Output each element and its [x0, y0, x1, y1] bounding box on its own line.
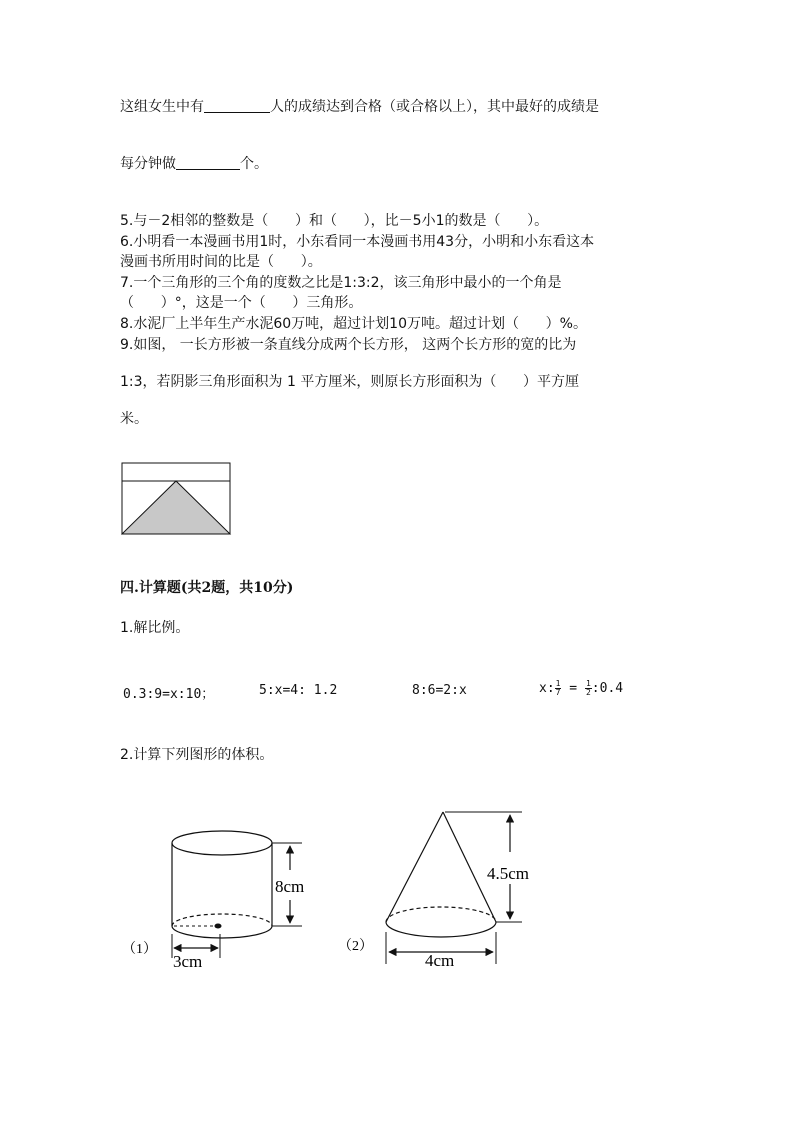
- cylinder-figure: [122, 831, 304, 971]
- question-6-line-1: 6.小明看一本漫画书用1时，小东看同一本漫画书用43分，小明和小东看这本: [120, 234, 595, 250]
- cylinder-center-dot: [215, 924, 222, 929]
- question-line: 每分钟做 个。: [120, 156, 268, 172]
- cone-base-front: [386, 922, 496, 937]
- cylinder-bottom-back: [172, 914, 272, 926]
- equation-2: 5:x=4: 1.2: [259, 683, 338, 698]
- cylinder-top: [172, 831, 272, 855]
- figure-2-label: （2）: [338, 939, 373, 954]
- question-9-line-1: 9.如图， 一长方形被一条直线分成两个长方形， 这两个长方形的宽的比为: [120, 337, 577, 353]
- equation-4: x: $\frac{1}{7}$ = $\frac{1}{2}$ :0.4: [539, 679, 624, 697]
- question-8: 8.水泥厂上半年生产水泥60万吨，超过计划10万吨。超过计划（ ）%。: [120, 316, 587, 332]
- section-title: 四.计算题(共2题，共10分): [120, 580, 294, 596]
- cylinder-height-label: 8cm: [275, 877, 305, 896]
- answer-blank: [204, 98, 270, 113]
- question-7-line-2: （ ）°，这是一个（ ）三角形。: [120, 295, 363, 311]
- question-9-line-3: 米。: [120, 411, 148, 427]
- question-5: 5.与－2相邻的整数是（ ）和（ ），比－5小1的数是（ ）。: [120, 213, 549, 229]
- question-2-title: 2.计算下列图形的体积。: [120, 747, 274, 763]
- equation-3: 8:6=2:x: [412, 683, 467, 698]
- question-line: 这组女生中有 人的成绩达到合格（或合格以上），其中最好的成绩是: [120, 99, 599, 115]
- question-6-line-2: 漫画书所用时间的比是（ ）。: [120, 254, 322, 270]
- cone-base-back: [386, 907, 496, 922]
- question-1-title: 1.解比例。: [120, 620, 190, 636]
- figure-1-label: （1）: [122, 942, 157, 957]
- equation-1: 0.3:9=x:10；: [123, 687, 215, 702]
- cone-height-label: 4.5cm: [487, 864, 530, 883]
- cylinder-radius-label: 3cm: [173, 952, 203, 971]
- cone-diameter-label: 4cm: [425, 951, 455, 970]
- cone-figure: [338, 812, 529, 970]
- fraction: $\frac{1}{7}$: [555, 679, 561, 697]
- solid-figures: [110, 800, 530, 975]
- question-9-line-2: 1:3，若阴影三角形面积为 1 平方厘米，则原长方形面积为（ ）平方厘: [120, 374, 580, 390]
- fraction: $\frac{1}{2}$: [585, 679, 591, 697]
- question-7-line-1: 7.一个三角形的三个角的度数之比是1:3:2，该三角形中最小的一个角是: [120, 275, 562, 291]
- cone-left-edge: [386, 812, 443, 922]
- rectangle-triangle-figure: [121, 462, 232, 536]
- cylinder-bottom-front: [172, 926, 272, 938]
- answer-blank: [176, 155, 240, 170]
